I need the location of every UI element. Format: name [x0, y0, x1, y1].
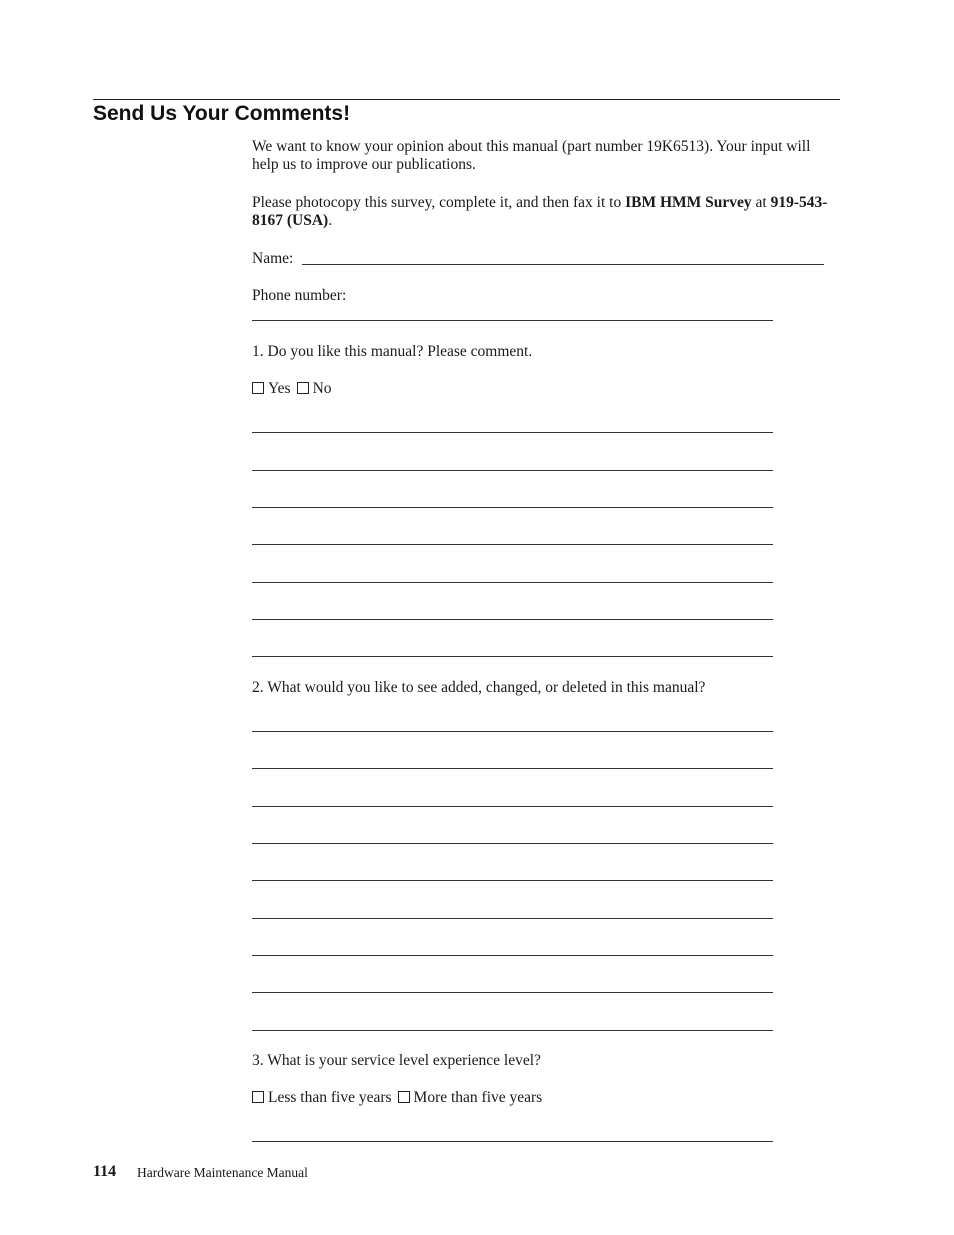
page-title: Send Us Your Comments! [93, 102, 351, 125]
heading-rule [93, 99, 840, 100]
question-2: 2. What would you like to see added, changed, or deleted in this manual? [252, 679, 706, 696]
name-field[interactable] [302, 264, 824, 265]
less-than-five-label: Less than five years [268, 1089, 392, 1106]
no-label: No [312, 380, 332, 397]
less-than-five-checkbox[interactable] [252, 1091, 264, 1103]
name-label: Name: [252, 250, 294, 267]
answer-1-line[interactable] [252, 656, 773, 657]
option-less-than-five[interactable] [252, 1089, 392, 1106]
answer-2-line[interactable] [252, 992, 773, 993]
answer-1-line[interactable] [252, 544, 773, 545]
phone-field[interactable] [252, 320, 773, 321]
answer-3-line[interactable] [252, 1141, 773, 1142]
fax-middle: at [751, 194, 771, 211]
fax-suffix: . [328, 212, 333, 229]
phone-label: Phone number: [252, 287, 347, 304]
fax-recipient: IBM HMM Survey [625, 194, 752, 211]
answer-2-line[interactable] [252, 918, 773, 919]
option-more-than-five[interactable] [398, 1089, 543, 1106]
yes-label: Yes [268, 380, 291, 397]
answer-2-line[interactable] [252, 955, 773, 956]
answer-2-line[interactable] [252, 1030, 773, 1031]
answer-2-line[interactable] [252, 843, 773, 844]
answer-1-line[interactable] [252, 432, 773, 433]
question-3: 3. What is your service level experience level? [252, 1052, 541, 1069]
more-than-five-checkbox[interactable] [398, 1091, 410, 1103]
question-1: 1. Do you like this manual? Please comment. [252, 343, 533, 360]
page-number: 114 [93, 1163, 117, 1180]
no-checkbox[interactable] [297, 382, 309, 394]
fax-instruction [252, 194, 842, 230]
answer-2-line[interactable] [252, 768, 773, 769]
manual-title: Hardware Maintenance Manual [137, 1165, 308, 1180]
question-1-options [252, 380, 842, 398]
answer-1-line[interactable] [252, 619, 773, 620]
question-3-options [252, 1089, 842, 1107]
answer-2-line[interactable] [252, 880, 773, 881]
intro-text: We want to know your opinion about this manual (part number 19K6513). Your input will help us to improve our publications. [252, 138, 811, 173]
option-yes[interactable] [252, 380, 291, 397]
more-than-five-label: More than five years [413, 1089, 543, 1106]
answer-1-line[interactable] [252, 582, 773, 583]
answer-1-line[interactable] [252, 470, 773, 471]
fax-prefix: Please photocopy this survey, complete it, and then fax it to [252, 194, 626, 211]
fax-number: 919-543-8167 (USA) [252, 194, 828, 229]
answer-2-line[interactable] [252, 731, 773, 732]
option-no[interactable] [297, 380, 332, 397]
answer-1-line[interactable] [252, 507, 773, 508]
answer-2-line[interactable] [252, 806, 773, 807]
yes-checkbox[interactable] [252, 382, 264, 394]
